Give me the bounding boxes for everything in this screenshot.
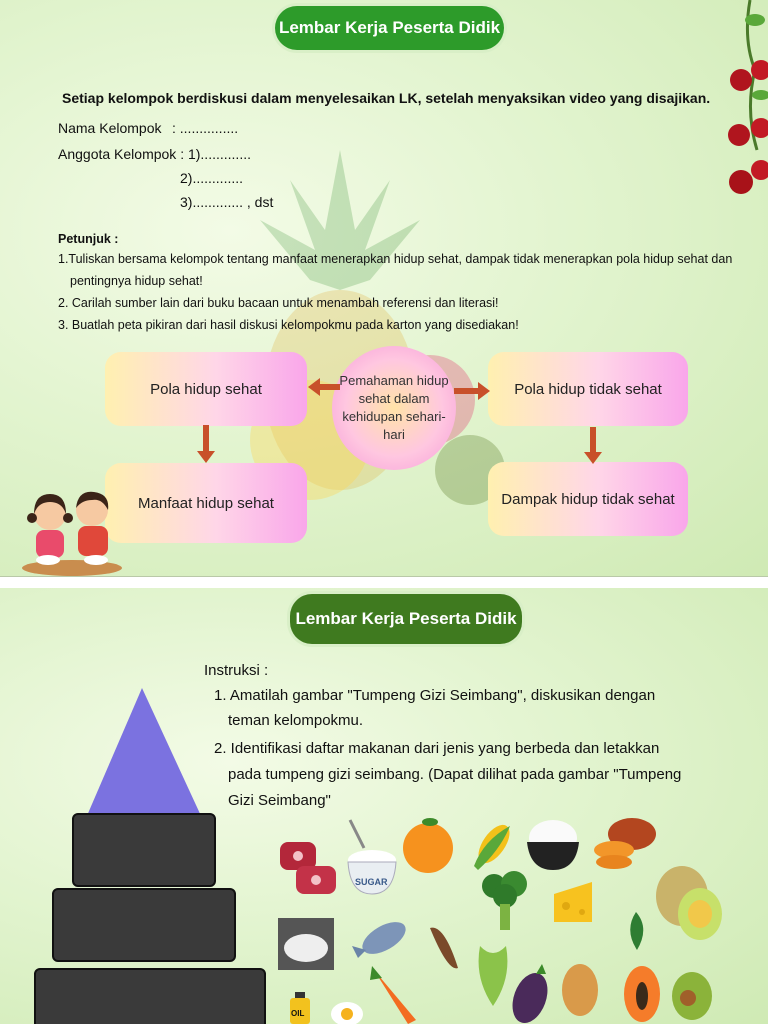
slide-2 — [0, 588, 768, 1024]
petunjuk-title: Petunjuk : — [58, 232, 119, 246]
rice-bowl-icon — [524, 814, 582, 874]
egg-icon — [330, 1000, 364, 1024]
anggota-kelompok-label: Anggota Kelompok : 1)............. — [58, 146, 251, 162]
papaya-icon — [620, 962, 664, 1024]
slide1-title: Lembar Kerja Peserta Didik — [275, 6, 504, 50]
oil-label: OIL — [291, 1009, 305, 1018]
carrot-icon — [368, 964, 422, 1024]
cheese-icon — [552, 880, 594, 924]
instruksi-item-2-cont2: Gizi Seimbang" — [228, 792, 331, 809]
tumpeng-tier-1 — [72, 813, 216, 887]
sweet-potato-icon — [592, 814, 658, 870]
arrow-down-left-icon — [197, 425, 215, 463]
melon-icon — [654, 856, 726, 946]
arrow-left-icon — [308, 378, 340, 396]
petunjuk-item-2: 2. Carilah sumber lain dari buku bacaan untuk menambah referensi dan literasi! — [58, 296, 499, 310]
salt-icon — [278, 918, 334, 970]
instruksi-item-2: 2. Identifikasi daftar makanan dari jenis yang berbeda dan letakkan — [214, 740, 660, 757]
petunjuk-item-1: 1.Tuliskan bersama kelompok tentang manfaat menerapkan hidup sehat, dampak tidak menerapkan pola hidup sehat dan — [58, 252, 733, 266]
box-pola-hidup-sehat: Pola hidup sehat — [105, 352, 307, 426]
box-pola-hidup-tidak-sehat: Pola hidup tidak sehat — [488, 352, 688, 426]
arrow-down-right-icon — [584, 427, 602, 464]
corn-icon — [470, 820, 516, 872]
petunjuk-item-1-cont: pentingnya hidup sehat! — [70, 274, 203, 288]
center-concept-circle: Pemahaman hidup sehat dalam kehidupan sehari-hari — [332, 346, 456, 470]
kids-eating-icon — [22, 488, 124, 576]
nama-kelompok-value: : ............... — [172, 120, 239, 136]
eggplant-icon — [506, 960, 558, 1024]
spinach-icon — [622, 910, 652, 952]
tumpeng-tier-2 — [52, 888, 236, 962]
cherries-icon — [725, 0, 768, 210]
anggota-line-3: 3)............. , dst — [180, 194, 274, 210]
tumpeng-tier-3 — [34, 968, 266, 1024]
meat-icon — [278, 838, 340, 900]
box-dampak-hidup-tidak-sehat: Dampak hidup tidak sehat — [488, 462, 688, 536]
slide1-heading: Setiap kelompok berdiskusi dalam menyelesaikan LK, setelah menyaksikan video yang disajikan. — [62, 90, 711, 106]
arrow-right-icon — [454, 382, 490, 400]
tumpeng-top-icon — [84, 688, 204, 820]
slide2-title: Lembar Kerja Peserta Didik — [290, 594, 522, 644]
avocado-icon — [666, 956, 718, 1024]
instruksi-item-1-cont: teman kelompokmu. — [228, 712, 364, 729]
box-manfaat-hidup-sehat: Manfaat hidup sehat — [105, 463, 307, 543]
fish-icon — [350, 912, 416, 966]
broccoli-icon — [480, 870, 530, 932]
oil-bottle-icon — [286, 992, 314, 1024]
petunjuk-item-3: 3. Buatlah peta pikiran dari hasil diskusi kelompokmu pada karton yang disediakan! — [58, 318, 519, 332]
cassava-icon — [424, 922, 464, 974]
potato-icon — [556, 960, 602, 1020]
sugar-label: SUGAR — [355, 877, 388, 887]
instruksi-label: Instruksi : — [204, 662, 269, 679]
instruksi-item-2-cont: pada tumpeng gizi seimbang. (Dapat dilihat pada gambar "Tumpeng — [228, 766, 682, 783]
anggota-line-2: 2)............. — [180, 170, 244, 186]
orange-icon — [400, 816, 456, 876]
instruksi-item-1: 1. Amatilah gambar "Tumpeng Gizi Seimbang", diskusikan dengan — [214, 687, 656, 704]
nama-kelompok-label: Nama Kelompok — [58, 120, 162, 136]
